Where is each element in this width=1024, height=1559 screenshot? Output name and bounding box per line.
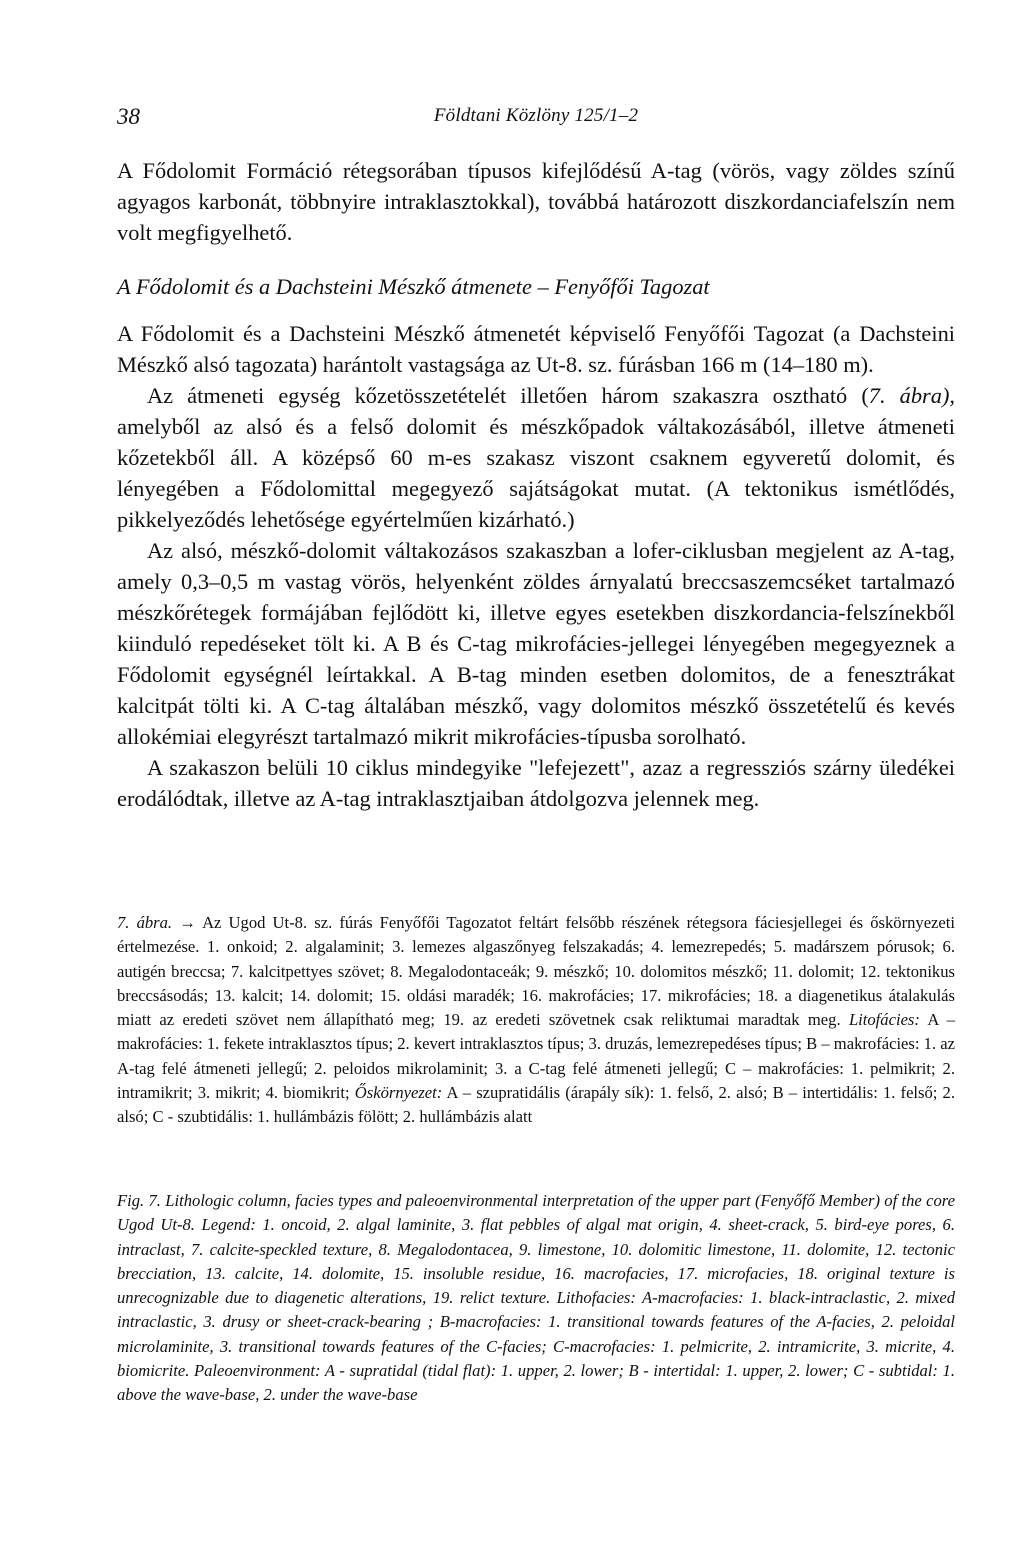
intro-paragraph-block	[117, 155, 955, 248]
paragraph-1: A Fődolomit és a Dachsteini Mészkő átmenetét képviselő Fenyőfői Tagozat (a Dachsteini Mészkő alsó tagozata) harántolt vastagsága az Ut-8. sz. fúrásban 166 m (14–180 m).	[117, 321, 955, 377]
paragraph-2-start: Az átmeneti egység kőzetösszetételét illetően három szakaszra osztható (	[147, 383, 869, 408]
paragraph-4: A szakaszon belüli 10 ciklus mindegyike "lefejezett", azaz a regressziós szárny üledékei erodálódtak, illetve az A-tag intraklasztjaiban átdolgozva jelennek meg.	[117, 755, 955, 811]
caption-text-1: Az Ugod Ut-8. sz. fúrás Fenyőfői Tagozatot feltárt felsőbb részének rétegsora fáciesjellegei és őskörnyezeti értelmezése. 1. onkoid; 2. algalaminit; 3. lemezes algaszőnyeg felszakadás; 4. lemezrepedés; 5. madárszem pórusok; 6. autigén breccsa; 7. kalcitpettyes szövet; 8. Megalodontaceák; 9. mészkő; 10. dolomitos mészkő; 11. dolomit; 12. tektonikus breccsásodás; 13. kalcit; 14. dolomit; 15. oldási maradék; 16. makrofácies; 17. mikrofácies; 18. a diagenetikus átalakulás miatt az eredeti szövet nem állapítható meg; 19. az eredeti szövetnek csak reliktumai maradtak meg.	[117, 913, 956, 1030]
figure-caption-english: Fig. 7. Lithologic column, facies types and paleoenvironmental interpretation of the upper part (Fenyőfő Member) of the core Ugod Ut-8. Legend: 1. oncoid, 2. algal laminite, 3. flat pebbles of algal mat origin, 4. sheet-crack, 5. bird-eye pores, 6. intraclast, 7. calcite-speckled texture, 8. Megalodontacea, 9. limestone, 10. dolomitic limestone, 11. dolomite, 12. tectonic brecciation, 13. calcite, 14. dolomite, 15. insoluble residue, 16. macrofacies, 17. microfacies, 18. original texture is unrecognizable due to diagenetic alterations, 19. relict texture. Lithofacies: A-macrofacies: 1. black-intraclastic, 2. mixed intraclastic, 3. drusy or sheet-crack-bearing ; B-macrofacies: 1. transitional towards features of the A-facies, 2. peloidal microlaminite, 3. transitional towards features of the C-facies; C-macrofacies: 1. pelmicrite, 2. intramicrite, 3. micrite, 4. biomicrite. Paleoenvironment: A - supratidal (tidal flat): 1. upper, 2. lower; B - intertidal: 1. upper, 2. lower; C - subtidal: 1. above the wave-base, 2. under the wave-base	[117, 1191, 955, 1405]
paragraph-3: Az alsó, mészkő-dolomit váltakozásos szakaszban a lofer-ciklusban megjelent az A-tag, amely 0,3–0,5 m vastag vörös, helyenként zöldes árnyalatú breccsaszemcséket tartalmazó mészkőrétegek formájában fejlődött ki, illetve egyes esetekben diszkordancia-felszínekből kiinduló repedéseket tölt ki. A B és C-tag mikrofácies-jellegei lényegében megegyeznek a Fődolomit egységnél leírtakkal. A B-tag minden esetben dolomitos, de a fenesztrákat kalcitpát tölti ki. A C-tag általában mészkő, vagy dolomitos mészkő összetételű és kevés allokémiai elegyrészt tartalmazó mikrit mikrofácies-típusba sorolható.	[117, 538, 955, 749]
caption-text-2: A – makrofácies: 1. fekete intraklasztos típus; 2. kevert intraklasztos típus; 3. druzás, lemezrepedéses típus; B – makrofácies: 1. az A-tag felé átmeneti jellegű; 2. peloidos mikrolaminit; 3. a C-tag felé átmeneti jellegű; C – makrofácies: 1. pelmikrit; 2. intramikrit; 3. mikrit; 4. biomikrit;	[117, 1010, 956, 1103]
intro-paragraph: A Fődolomit Formáció rétegsorában típusos kifejlődésű A-tag (vörös, vagy zöldes színű agyagos karbonát, többnyire intraklasztokkal), továbbá határozott diszkordanciafelszín nem volt megfigyelhető.	[117, 158, 955, 245]
caption-litofacies-label: Litofácies:	[848, 1010, 920, 1030]
figure-reference: 7. ábra),	[868, 383, 955, 408]
journal-title: Földtani Közlöny 125/1–2	[433, 105, 639, 126]
page-header	[117, 104, 955, 134]
figure-caption-hungarian	[117, 911, 955, 1130]
section-body	[117, 318, 955, 814]
section-heading: A Fődolomit és a Dachsteini Mészkő átmenete – Fenyőfői Tagozat	[117, 274, 710, 299]
arrow-right-icon: →	[179, 913, 196, 932]
paragraph-2-rest: amelyből az alsó és a felső dolomit és mészkőpadok váltakozásából, illetve átmeneti kőzetekből áll. A középső 60 m-es szakasz viszont csaknem egyveretű dolomit, és lényegében a Fődolomittal megegyező sajátságokat mutat. (A tektonikus ismétlődés, pikkelyeződés lehetősége egyértelműen kizárható.)	[117, 414, 955, 532]
paragraph-2	[117, 380, 955, 535]
page-number: 38	[117, 104, 140, 129]
caption-text-3: A – szupratidális (árapály sík): 1. felső, 2. alsó; B – intertidális: 1. felső; 2. alsó; C - szubtidális: 1. hullámbázis fölött; 2. hullámbázis alatt	[117, 1083, 956, 1127]
caption-label: 7. ábra.	[117, 913, 173, 932]
caption-oskornyezet-label: Őskörnyezet:	[354, 1083, 443, 1103]
